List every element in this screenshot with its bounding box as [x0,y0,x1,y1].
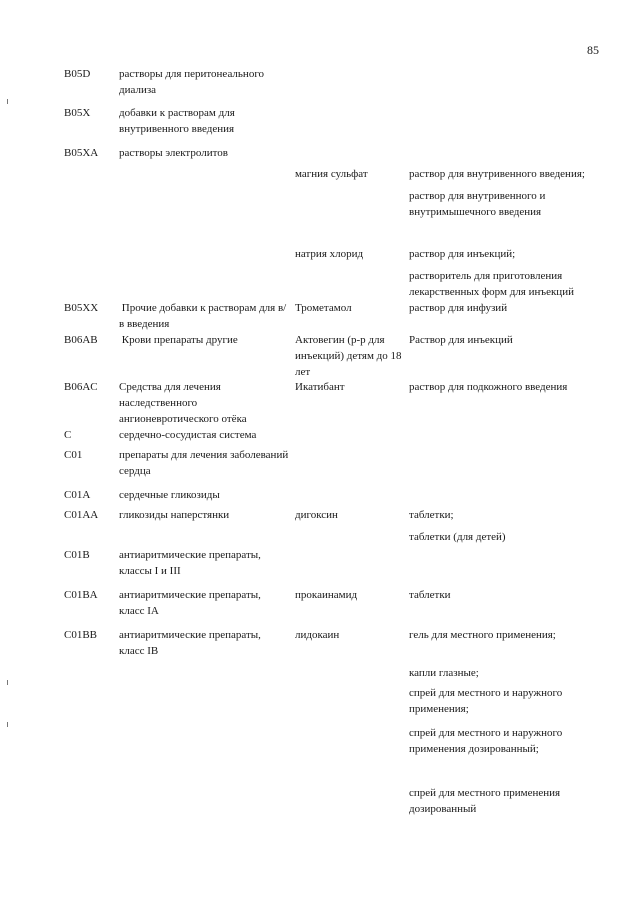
dosage-form: спрей для местного и наружного применения; [409,687,563,715]
margin-tick [7,680,8,685]
dosage-forms [409,332,589,354]
atc-group-name: Средства для лечения наследственного ангионевротического отёка [119,381,247,425]
dosage-forms [409,246,589,306]
dosage-form: растворитель для приготовления лекарственных форм для инъекций [409,270,574,298]
dosage-form: раствор для инфузий [409,302,508,314]
dosage-forms [409,379,589,401]
atc-group-name: Крови препараты другие [119,334,238,346]
drug-name: Трометамол [295,302,352,314]
atc-group-name: сердечные гликозиды [119,489,220,501]
atc-group-name: Прочие добавки к растворам для в/в введения [119,302,287,330]
dosage-forms [409,587,589,609]
atc-group-name: растворы для перитонеального диализа [119,68,265,96]
atc-code: B06AB [64,334,98,346]
dosage-form: таблетки (для детей) [409,531,506,543]
atc-code: C01 [64,449,83,461]
drug-name: натрия хлорид [295,248,364,260]
dosage-form: спрей для местного и наружного применения дозированный; [409,727,563,755]
atc-code: B05XA [64,147,99,159]
atc-code: C01BA [64,589,98,601]
atc-code: B05D [64,68,91,80]
atc-code: C01B [64,549,90,561]
dosage-form: гель для местного применения; [409,629,556,641]
atc-group-name: препараты для лечения заболеваний сердца [119,449,289,477]
dosage-forms [409,300,589,322]
drug-name: прокаинамид [295,589,358,601]
dosage-forms [409,507,589,551]
atc-group-name: гликозиды наперстянки [119,509,230,521]
drug-name: магния сульфат [295,168,368,180]
atc-code: C01A [64,489,91,501]
drug-name: лидокаин [295,629,340,641]
atc-group-name: антиаритмические препараты, класс IB [119,629,261,657]
atc-group-name: антиаритмические препараты, классы I и III [119,549,261,577]
atc-code: B05XX [64,302,99,314]
atc-group-name: сердечно-сосудистая система [119,429,257,441]
drug-name: дигоксин [295,509,338,521]
dosage-form: спрей для местного применения дозированный [409,787,561,815]
atc-group-name: антиаритмические препараты, класс IA [119,589,261,617]
drug-name: Актовегин (р-р для инъекций) детям до 18 лет [295,334,402,378]
atc-code: C01BB [64,629,98,641]
dosage-form: раствор для внутривенного и внутримышечного введения [409,190,546,218]
dosage-forms [409,166,589,226]
dosage-form: таблетки [409,589,451,601]
dosage-form: таблетки; [409,509,454,521]
margin-tick [7,722,8,727]
dosage-forms [409,627,589,823]
drug-name: Икатибант [295,381,345,393]
atc-group-name: растворы электролитов [119,147,228,159]
dosage-form: раствор для внутривенного введения; [409,168,585,180]
dosage-form: капли глазные; [409,667,479,679]
page-number: 85 [587,43,599,57]
dosage-form: Раствор для инъекций [409,334,513,346]
dosage-form: раствор для подкожного введения [409,381,568,393]
atc-code: B05X [64,107,91,119]
atc-code: C01AA [64,509,99,521]
atc-code: C [64,429,72,441]
atc-group-name: добавки к растворам для внутривенного введения [119,107,235,135]
margin-tick [7,99,8,104]
atc-code: B06AC [64,381,98,393]
dosage-form: раствор для инъекций; [409,248,516,260]
